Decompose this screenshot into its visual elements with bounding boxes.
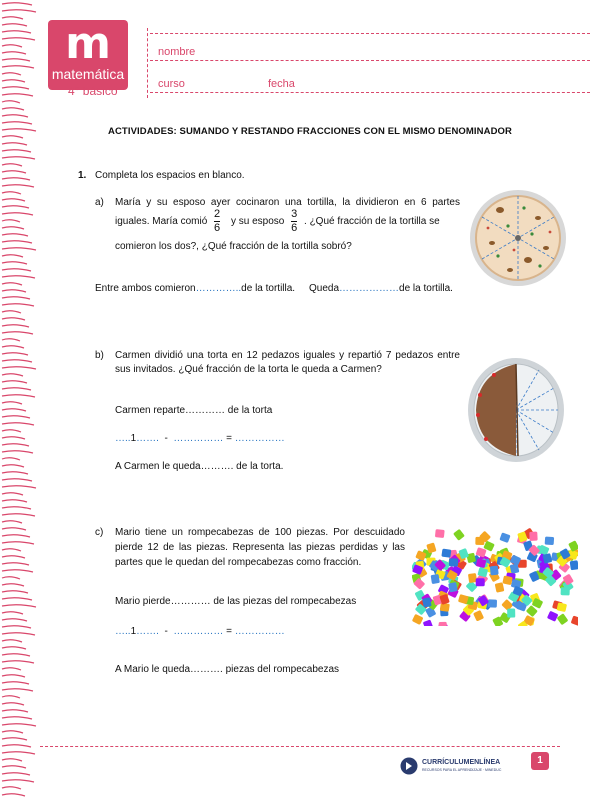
header-top-line — [150, 33, 590, 34]
fecha-label: fecha — [268, 78, 295, 90]
decorative-side-strip — [0, 0, 40, 800]
puzzle-pieces-image — [412, 528, 578, 626]
nombre-field[interactable] — [150, 60, 590, 61]
part-b-line1: Carmen dividió una torta en 12 pedazos iguales y repartió 7 pedazos entre — [115, 350, 460, 361]
fraction-esposo — [291, 208, 297, 235]
logo-word: matemática — [51, 66, 125, 82]
part-a-line2-mid: y su esposo — [230, 216, 285, 227]
curso-label: curso — [158, 78, 185, 90]
eq-b-minus: - — [164, 433, 168, 444]
header-divider — [147, 28, 148, 98]
eq-c-one: 1 — [130, 626, 137, 637]
fraction-maria — [214, 208, 220, 235]
cake-image — [466, 355, 566, 465]
eq-c-blank-c[interactable]: …………… — [173, 626, 224, 637]
part-a-line1: María y su esposo ayer cocinaron una tortilla, la dividieron en 6 partes — [115, 197, 460, 208]
part-c-line3: partes que le quedan del rompecabezas como fracción. — [115, 557, 362, 568]
part-a-letter: a) — [95, 197, 104, 208]
tortilla-image — [468, 188, 568, 288]
fraction-esposo-den: 6 — [291, 222, 298, 234]
part-c-pierde: Mario pierde………… de las piezas del rompecabezas — [115, 596, 357, 607]
nombre-label: nombre — [158, 46, 196, 58]
part-c-queda: A Mario le queda………. piezas del rompecabezas — [115, 664, 340, 675]
answer-mid: de la tortilla. — [241, 283, 296, 294]
eq-c-equals: = — [226, 626, 232, 637]
part-b-letter: b) — [95, 350, 104, 361]
curriculum-brand-sub: RECURSOS PARA EL APRENDIZAJE · MINEDUC — [422, 768, 502, 772]
part-b-reparte: Carmen reparte………… de la torta — [115, 405, 273, 416]
answer-post: de la tortilla. — [399, 283, 453, 294]
part-c-letter: c) — [95, 527, 104, 538]
part-a-answer — [95, 280, 453, 297]
question-instruction: Completa los espacios en blanco. — [95, 170, 245, 181]
grade-label: 4° básico — [68, 84, 118, 98]
part-c-line2: pierde 12 de las piezas. Representa las piezas perdidas y las — [115, 542, 405, 553]
question-number: 1. — [78, 170, 87, 181]
part-b-queda: A Carmen le queda………. de la torta. — [115, 461, 284, 472]
eq-b-one: 1 — [130, 433, 137, 444]
curriculum-brand: CURRÍCULUMENLÍNEA — [422, 759, 501, 766]
eq-c-blank-a[interactable]: ….. — [115, 626, 131, 637]
part-a-line2 — [115, 208, 465, 242]
eq-c-blank-d[interactable]: …………… — [234, 626, 285, 637]
part-b-equation — [115, 430, 285, 447]
page-title: ACTIVIDADES: SUMANDO Y RESTANDO FRACCIONES CON EL MISMO DENOMINADOR — [108, 126, 512, 137]
answer-blank-ambos[interactable]: ………….. — [195, 283, 242, 294]
curso-fecha-field[interactable] — [150, 92, 590, 93]
eq-b-blank-c[interactable]: …………… — [173, 433, 224, 444]
eq-b-blank-a[interactable]: ….. — [115, 433, 131, 444]
part-c-line1: Mario tiene un rompecabezas de 100 piezas. Por descuidado — [115, 527, 405, 538]
eq-c-blank-b[interactable]: ……. — [136, 626, 159, 637]
subject-logo — [48, 20, 128, 90]
fraction-maria-den: 6 — [214, 222, 221, 234]
part-a-line3: comieron los dos?, ¿Qué fracción de la tortilla sobró? — [115, 241, 352, 252]
part-a-line2-pre: iguales. María comió — [115, 216, 208, 227]
eq-b-blank-d[interactable]: …………… — [234, 433, 285, 444]
answer-queda: Queda — [309, 283, 340, 294]
part-c-equation — [115, 623, 285, 640]
fraction-esposo-num: 3 — [291, 208, 298, 220]
curriculum-logo-icon — [400, 757, 418, 775]
logo-letter: m — [65, 18, 111, 69]
answer-pre: Entre ambos comieron — [95, 283, 196, 294]
eq-b-blank-b[interactable]: ……. — [136, 433, 159, 444]
page-number: 1 — [531, 752, 549, 770]
part-b-line2: sus invitados. ¿Qué fracción de la torta le queda a Carmen? — [115, 364, 382, 375]
eq-c-minus: - — [164, 626, 168, 637]
answer-blank-queda[interactable]: ……………… — [339, 283, 400, 294]
fraction-maria-num: 2 — [214, 208, 221, 220]
footer-divider — [40, 746, 560, 747]
part-a-line2-post: . ¿Qué fracción de la tortilla se — [304, 216, 440, 227]
eq-b-equals: = — [226, 433, 232, 444]
